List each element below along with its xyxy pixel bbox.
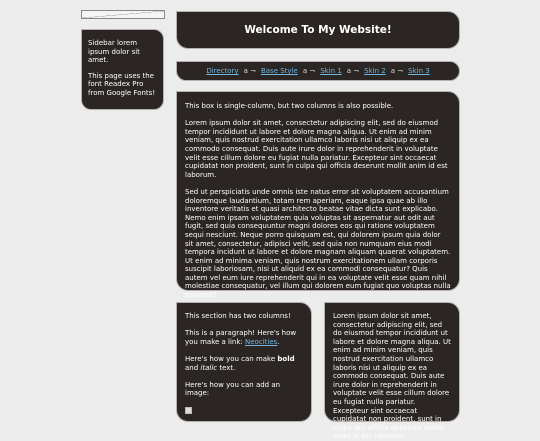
left-link-prefix: This is a paragraph! Here's how you make a link:: [185, 329, 297, 346]
nav-link-directory[interactable]: Directory: [206, 67, 239, 75]
right-paragraph: Lorem ipsum dolor sit amet, consectetur adipiscing elit, sed do eiusmod tempor incididunt ut labore et dolore magna aliqua. Ut enim ad minim veniam, quis nostrud exercitation ullamco laboris nisi ut aliquip ex ea commodo consequat. Duis aute irure dolor in reprehenderit in voluptate velit esse cillum dolore eu fugiat nulla pariatur. Excepteur sint occaecat cupidatat non proident, sunt in culpa qui officia deserunt mollit anim id est laborum.: [333, 312, 451, 441]
sidebar: [81, 29, 164, 110]
left-format-paragraph: [185, 355, 303, 372]
navigation-bar: [176, 61, 460, 81]
nav-link-skin-1[interactable]: Skin 1: [320, 67, 342, 75]
page-title: Welcome To My Website!: [244, 24, 392, 36]
left-intro: This section has two columns!: [185, 312, 291, 320]
left-image-paragraph: Here's how you can add an image:: [185, 380, 281, 398]
bold-text: bold: [277, 354, 295, 363]
nav-link-skin-3[interactable]: Skin 3: [408, 67, 430, 75]
format-prefix: Here's how you can make: [185, 354, 278, 363]
left-link-paragraph: [185, 329, 303, 346]
main-paragraph-lorem: Lorem ipsum dolor sit amet, consectetur adipiscing elit, sed do eiusmod tempor incididunt ut labore et dolore magna aliqua. Ut enim ad minim veniam, quis nostrud exercitation ullamco laboris nisi ut aliquip ex ea commodo consequat. Duis aute irure dolor in reprehenderit in voluptate velit esse cillum dolore eu fugiat nulla pariatur. Excepteur sint occaecat cupidatat non proident, sunt in culpa qui officia deserunt mollit anim id est laborum.: [185, 119, 448, 179]
page-header: [176, 11, 460, 49]
broken-image-icon: [185, 407, 192, 414]
italic-text: italic: [200, 363, 218, 372]
right-column: [324, 302, 460, 441]
sidebar-font-note: This page uses the font Readex Pro from Google Fonts!: [88, 71, 156, 97]
nav-separator: a ¬: [390, 67, 404, 75]
sidebar-text: Sidebar lorem ipsum dolor sit amet.: [88, 39, 140, 64]
left-column: [176, 302, 312, 422]
nav-link-base-style[interactable]: Base Style: [260, 67, 298, 75]
nav-separator: a ¬: [243, 67, 256, 75]
main-intro: This box is single-column, but two columns is also possible.: [185, 102, 394, 110]
format-suffix: text.: [217, 363, 236, 372]
nav-separator: a ¬: [346, 67, 360, 75]
header-image-broken: [81, 10, 165, 19]
neocities-link[interactable]: Neocities: [245, 337, 278, 346]
nav-separator: a ¬: [302, 67, 316, 75]
nav-link-skin-2[interactable]: Skin 2: [364, 67, 386, 75]
left-link-suffix: .: [277, 337, 280, 346]
main-paragraph-sed: Sed ut perspiciatis unde omnis iste natus error sit voluptatem accusantium doloremque laudantium, totam rem aperiam, eaque ipsa quae ab illo inventore veritatis et quasi architecto beatae vitae dicta sunt explicabo. Nemo enim ipsam voluptatem quia voluptas sit aspernatur aut odit aut fugit, sed quia consequuntur magni dolores eos qui ratione voluptatem sequi nesciunt. Neque porro quisquam est, qui dolorem ipsum quia dolor sit amet, consectetur, adipisci velit, sed quia non numquam eius modi tempora incidunt ut labore et dolore magnam aliquam quaerat voluptatem. Ut enim ad minima veniam, quis nostrum exercitationem ullam corporis suscipit laboriosam, nisi ut aliquid ex ea commodi consequatur? Quis autem vel eum iure reprehenderit qui in ea voluptate velit esse quam nihil molestiae consequatur, vel illum qui dolorem eum fugiat quo voluptas nulla pariatur?: [185, 187, 451, 300]
main-content-box: [176, 91, 460, 300]
format-mid: and: [185, 363, 201, 372]
